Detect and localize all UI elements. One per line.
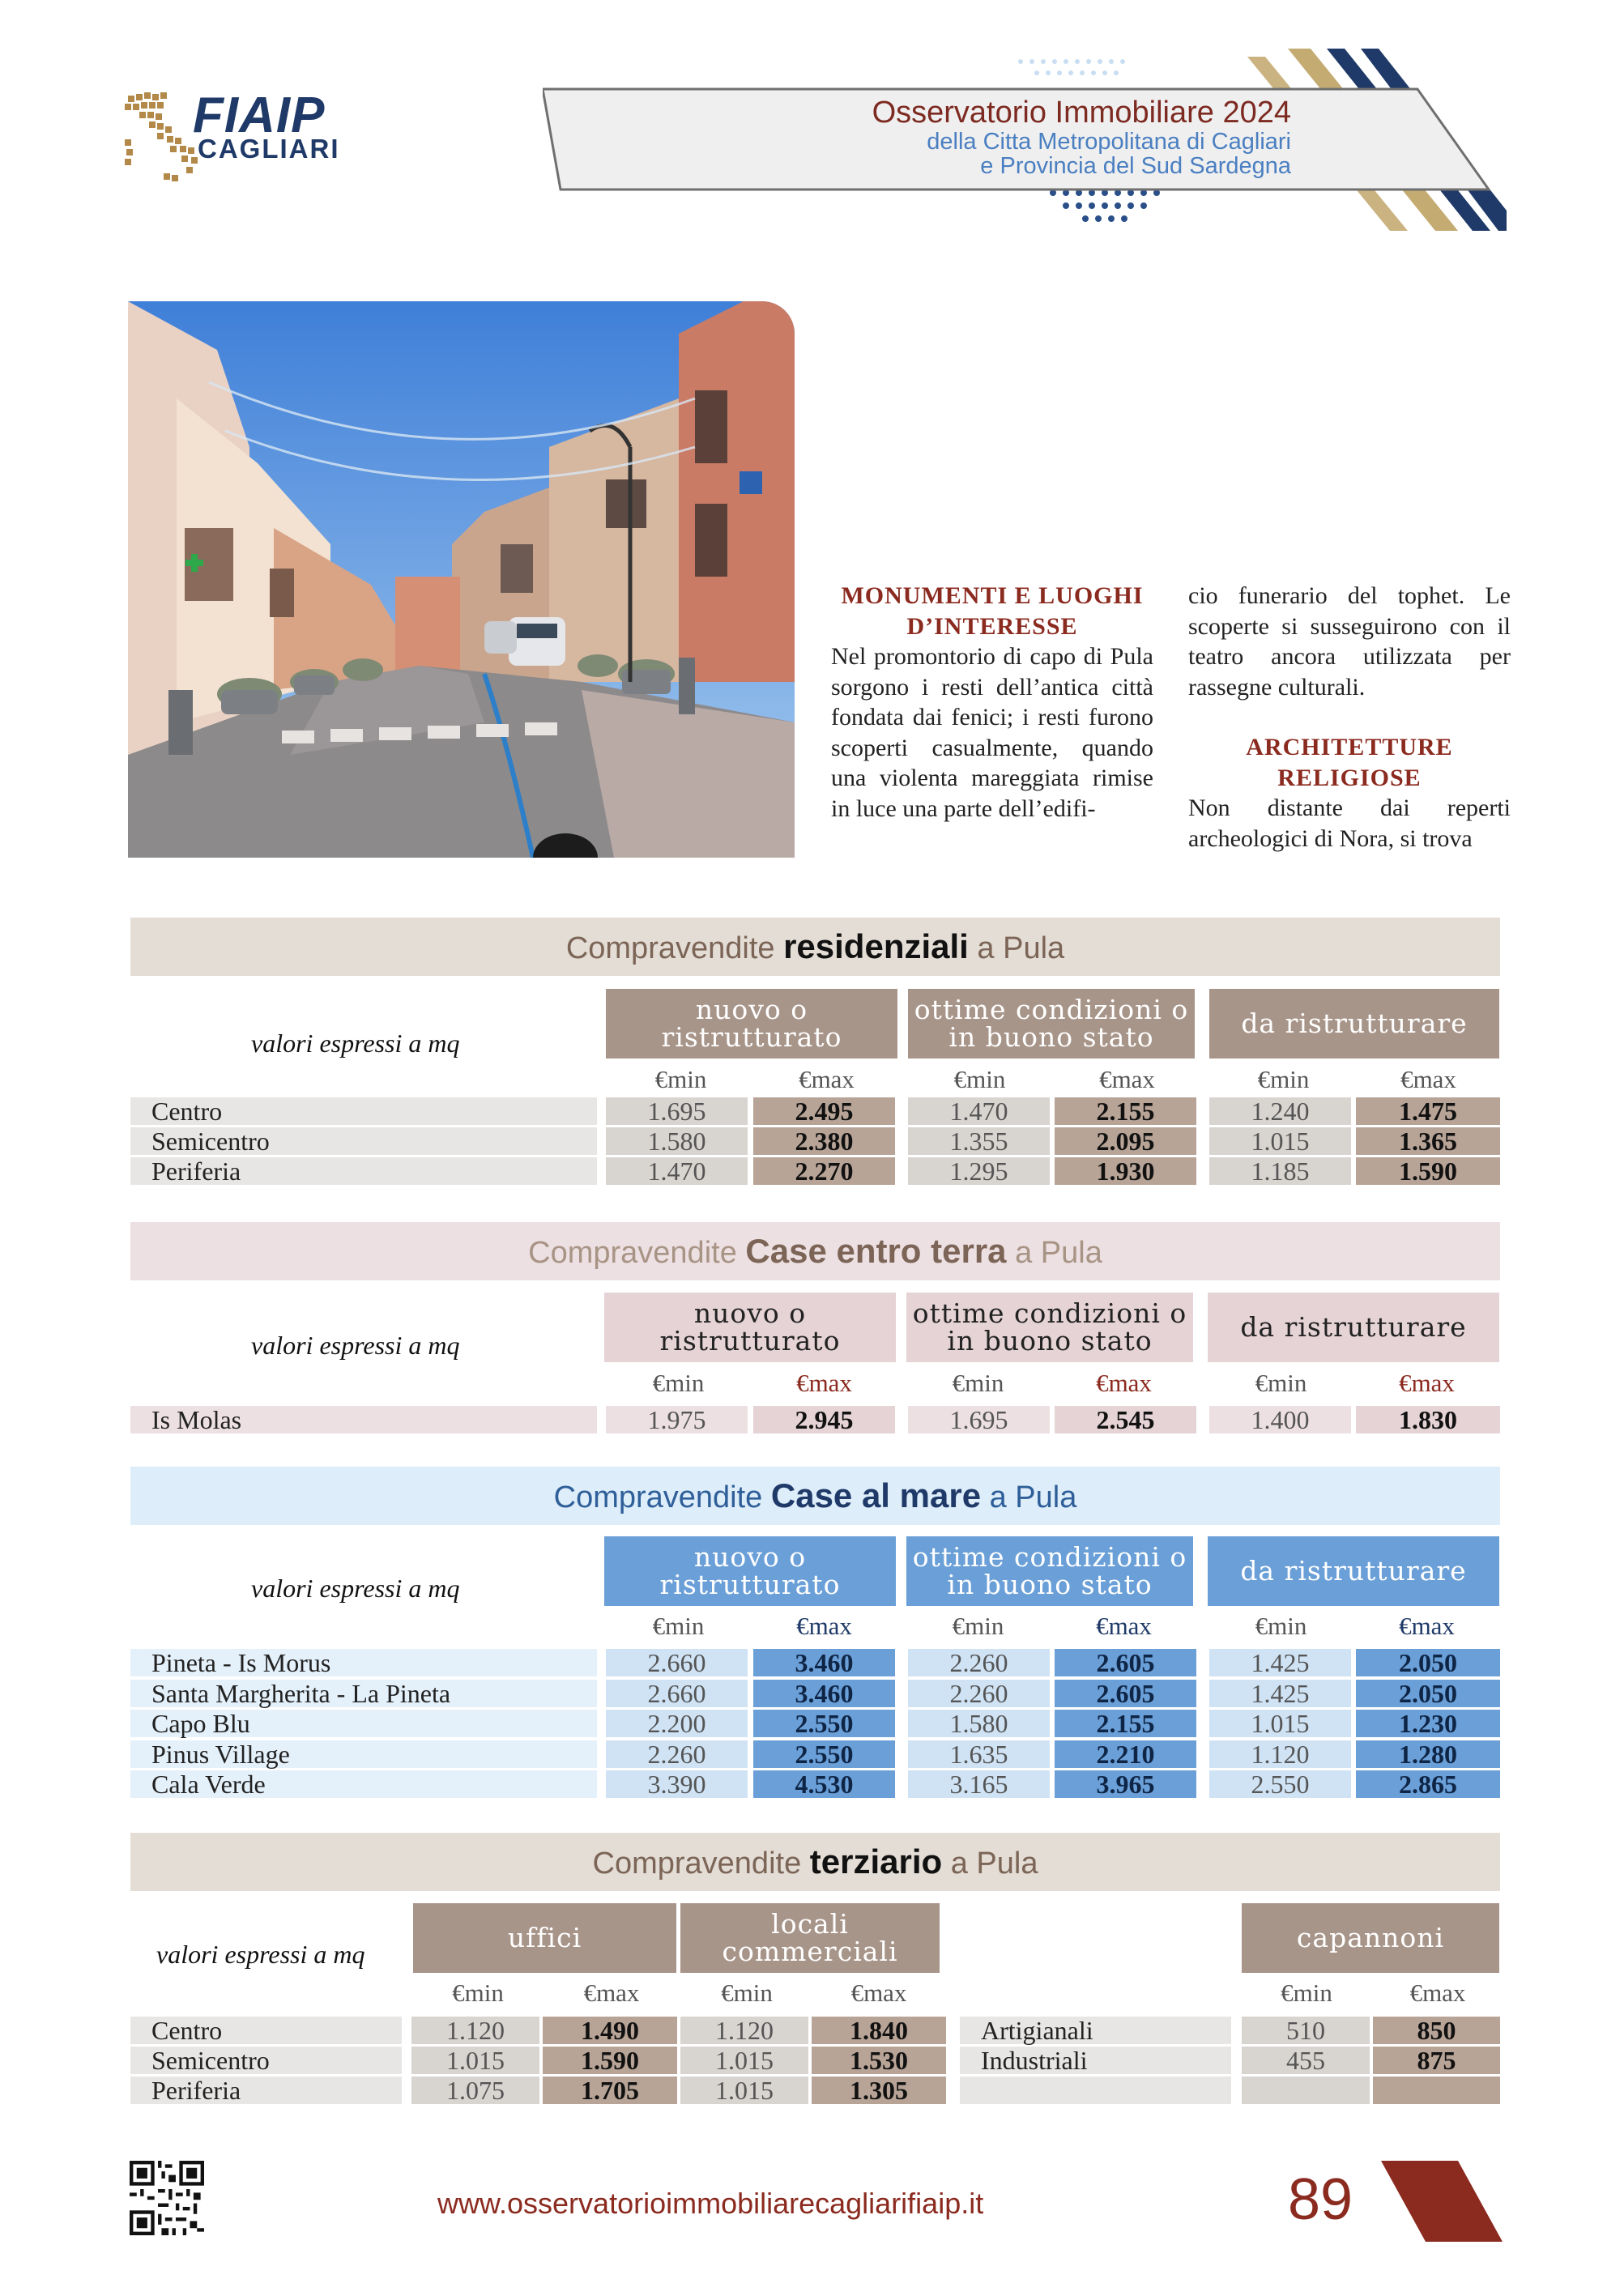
terziario-valori-label: valori espressi a mq [156,1940,365,1969]
cell-min-value: 1.425 [1209,1680,1351,1707]
row-label: Cala Verde [130,1770,597,1798]
res-max-3: €max [1400,1065,1456,1093]
cell-max-value: 2.605 [1055,1649,1196,1676]
cell-max-value: 3.460 [753,1649,895,1676]
table-row [130,1406,1500,1433]
ent-min-2: €min [952,1369,1004,1397]
mare-valori-label: valori espressi a mq [251,1574,460,1603]
res-min-1: €min [654,1065,707,1093]
terziario-title-band [130,1833,1500,1891]
cell-max-value: 2.155 [1055,1710,1196,1737]
footer-website-link[interactable]: www.osservatorioimmobiliarecagliarifiaip.it [437,2187,984,2220]
report-subtitle-line2: e Provincia del Sud Sardegna [980,153,1291,179]
mare-title-post: a Pula [981,1480,1077,1514]
residenziali-title-pre: Compravendite [565,931,784,965]
pula-street-photo [128,301,795,858]
paragraph-architetture: Non distante dai reperti archeologici di Nora, si trova [1188,794,1511,852]
cell-max-value: 1.280 [1356,1740,1500,1768]
article-column-1 [831,581,1153,824]
cell-min-value: 1.975 [606,1406,748,1433]
cell-min-value: 1.295 [908,1157,1050,1185]
report-title: Osservatorio Immobiliare 2024 [872,96,1291,130]
residenziali-col-ristrutturare: da ristrutturare [1209,989,1499,1059]
table-row [130,2047,1500,2074]
heading-architetture: ARCHITETTURE RELIGIOSE [1246,734,1453,791]
table-row [130,1770,1500,1798]
cell-min-value: 1.120 [1209,1740,1351,1768]
cell-min-value: 1.425 [1209,1649,1351,1676]
cell-min-value: 1.580 [908,1710,1050,1737]
mare-title-band [130,1467,1500,1525]
page-number: 89 [1288,2167,1353,2232]
cell-min-value: 2.200 [606,1710,748,1737]
cell-max-value: 1.705 [543,2077,677,2104]
mare-min-2: €min [952,1612,1004,1640]
ent-min-1: €min [652,1369,705,1397]
row-label: Santa Margherita - La Pineta [130,1680,597,1707]
cell-max-value: 1.840 [812,2017,946,2044]
entroterra-title-pre: Compravendite [528,1236,746,1270]
cell-max-value: 1.590 [1356,1157,1500,1185]
mare-col-nuovo: nuovo o ristrutturato [604,1536,896,1606]
cell-max-value: 4.530 [753,1770,895,1798]
cell-max-value: 2.095 [1055,1127,1196,1155]
row-label: Is Molas [130,1406,597,1433]
entroterra-col-ristrutturare: da ristrutturare [1208,1293,1499,1362]
cell-min-value: 1.470 [908,1097,1050,1125]
terziario-title-pre: Compravendite [592,1847,810,1881]
row-label: Artigianali [960,2017,1231,2044]
cell-min-value: 1.695 [606,1097,748,1125]
logo-city: CAGLIARI [198,134,340,164]
table-row [130,1680,1500,1707]
cell-min-value: 1.580 [606,1127,748,1155]
cell-min-value: 1.015 [411,2047,539,2074]
heading-monumenti: MONUMENTI E LUOGHI D’INTERESSE [841,582,1144,640]
cell-min-value: 3.390 [606,1770,748,1798]
res-min-2: €min [953,1065,1006,1093]
cell-min-value: 1.470 [606,1157,748,1185]
ter-max-3: €max [1409,1979,1466,2007]
ent-min-3: €min [1255,1369,1307,1397]
cell-min-value: 1.185 [1209,1157,1351,1185]
ter-min-2: €min [721,1979,773,2007]
cell-max-value: 2.050 [1356,1680,1500,1707]
row-label [960,2077,1231,2104]
row-label: Semicentro [130,2047,402,2074]
cell-min-value: 1.635 [908,1740,1050,1768]
cell-max-value: 2.545 [1055,1406,1196,1433]
residenziali-col-nuovo: nuovo o ristrutturato [606,989,897,1059]
mare-max-1: €max [796,1612,852,1640]
row-label: Pinus Village [130,1740,597,1768]
ter-max-2: €max [850,1979,907,2007]
entroterra-title-post: a Pula [1006,1236,1102,1270]
cell-max-value: 2.155 [1055,1097,1196,1125]
mare-col-ottime: ottime condizioni o in buono stato [906,1536,1193,1606]
residenziali-title-band [130,918,1500,976]
cell-min-value: 455 [1242,2047,1370,2074]
row-label: Centro [130,1097,597,1125]
row-label: Industriali [960,2047,1231,2074]
table-row [130,1740,1500,1768]
cell-max-value: 2.550 [753,1740,895,1768]
terziario-col-capannoni: capannoni [1242,1903,1499,1973]
table-row [130,1127,1500,1155]
cell-min-value: 1.240 [1209,1097,1351,1125]
cell-min-value: 3.165 [908,1770,1050,1798]
cell-max-value: 3.460 [753,1680,895,1707]
entroterra-title-bold: Case entro terra [745,1232,1007,1270]
paragraph-monumenti-part1: Nel promontorio di capo di Pula sorgono i resti dell’antica città fondata dai fenici; i resti furono scoperti casualmente, quando una violenta mareggiata rimise in luce una parte dell’edifi- [831,643,1153,822]
table-row [130,1710,1500,1737]
cell-min-value: 2.660 [606,1649,748,1676]
entroterra-valori-label: valori espressi a mq [251,1331,460,1360]
cell-min-value: 1.075 [411,2077,539,2104]
row-label: Capo Blu [130,1710,597,1737]
cell-min-value: 1.015 [680,2077,808,2104]
cell-max-value: 1.830 [1356,1406,1500,1433]
paragraph-monumenti-part2: cio funerario del tophet. Le scoperte si susseguirono con il teatro ancora utilizzata per rassegne culturali. [1188,582,1511,701]
row-label: Pineta - Is Morus [130,1649,597,1676]
cell-max-value: 2.865 [1356,1770,1500,1798]
row-label: Semicentro [130,1127,597,1155]
terziario-title-post: a Pula [942,1847,1038,1881]
residenziali-title-bold: residenziali [783,927,969,965]
row-label: Centro [130,2017,402,2044]
cell-max-value: 2.495 [753,1097,895,1125]
entroterra-col-nuovo: nuovo o ristrutturato [604,1293,896,1362]
mare-min-1: €min [652,1612,705,1640]
report-subtitle-line1: della Citta Metropolitana di Cagliari [927,129,1291,155]
cell-max-value: 1.930 [1055,1157,1196,1185]
cell-min-value: 1.400 [1209,1406,1351,1433]
cell-min-value: 1.015 [1209,1710,1351,1737]
cell-min-value: 2.260 [606,1740,748,1768]
cell-min-value [1242,2077,1370,2104]
cell-min-value: 2.260 [908,1680,1050,1707]
cell-min-value: 2.660 [606,1680,748,1707]
cell-max-value: 2.605 [1055,1680,1196,1707]
ent-max-1: €max [796,1369,852,1397]
residenziali-title-post: a Pula [968,931,1065,965]
row-label: Periferia [130,1157,597,1185]
cell-max-value: 3.965 [1055,1770,1196,1798]
article-column-2 [1188,581,1511,854]
residenziali-valori-label: valori espressi a mq [251,1029,460,1058]
mare-max-2: €max [1096,1612,1152,1640]
table-row [130,2077,1500,2104]
ter-max-1: €max [583,1979,640,2007]
cell-max-value: 2.270 [753,1157,895,1185]
cell-max-value: 1.490 [543,2017,677,2044]
cell-max-value: 1.530 [812,2047,946,2074]
mare-max-3: €max [1399,1612,1455,1640]
cell-min-value: 510 [1242,2017,1370,2044]
ter-min-1: €min [452,1979,504,2007]
cell-min-value: 2.260 [908,1649,1050,1676]
cell-max-value: 875 [1373,2047,1500,2074]
cell-max-value: 2.550 [753,1710,895,1737]
cell-min-value: 1.015 [1209,1127,1351,1155]
terziario-title-bold: terziario [809,1842,943,1881]
mare-col-ristrutturare: da ristrutturare [1208,1536,1499,1606]
entroterra-title-band [130,1222,1500,1280]
table-row [130,1157,1500,1185]
entroterra-col-ottime: ottime condizioni o in buono stato [906,1293,1193,1362]
cell-max-value: 1.365 [1356,1127,1500,1155]
cell-min-value: 2.550 [1209,1770,1351,1798]
res-max-1: €max [799,1065,855,1093]
residenziali-col-ottime: ottime condizioni o in buono stato [908,989,1195,1059]
ent-max-2: €max [1096,1369,1152,1397]
table-row [130,1649,1500,1676]
ter-min-3: €min [1281,1979,1332,2007]
cell-max-value: 2.050 [1356,1649,1500,1676]
row-label: Periferia [130,2077,402,2104]
ent-max-3: €max [1399,1369,1455,1397]
table-row [130,2017,1500,2044]
cell-min-value: 1.695 [908,1406,1050,1433]
cell-max-value: 1.475 [1356,1097,1500,1125]
cell-max-value: 1.230 [1356,1710,1500,1737]
cell-min-value: 1.355 [908,1127,1050,1155]
table-row [130,1097,1500,1125]
report-subtitle [927,130,1291,178]
cell-max-value: 1.305 [812,2077,946,2104]
mare-title-pre: Compravendite [553,1480,771,1514]
mare-title-bold: Case al mare [770,1476,982,1514]
terziario-col-locali: locali commerciali [680,1903,940,1973]
page-number-decoration [1381,2161,1503,2242]
res-min-3: €min [1257,1065,1310,1093]
cell-min-value: 1.120 [411,2017,539,2044]
res-max-2: €max [1099,1065,1155,1093]
qr-code-icon [130,2161,204,2235]
cell-max-value [1373,2077,1500,2104]
cell-min-value: 1.120 [680,2017,808,2044]
mare-min-3: €min [1255,1612,1307,1640]
cell-max-value: 850 [1373,2017,1500,2044]
cell-max-value: 2.945 [753,1406,895,1433]
cell-max-value: 1.590 [543,2047,677,2074]
terziario-col-uffici: uffici [413,1903,676,1973]
cell-min-value: 1.015 [680,2047,808,2074]
fiaip-logo-text: FIAIP [193,87,326,143]
cell-max-value: 2.380 [753,1127,895,1155]
cell-max-value: 2.210 [1055,1740,1196,1768]
